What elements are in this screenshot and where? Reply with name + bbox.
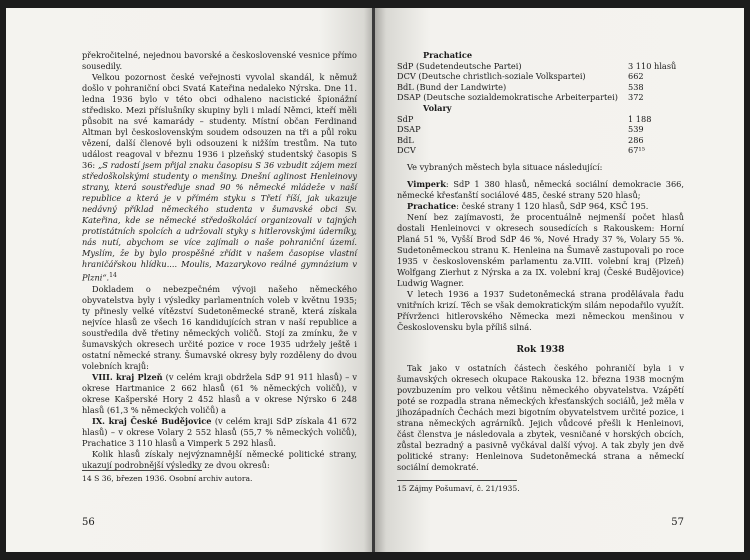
region-label: VIII. kraj Plzeň bbox=[92, 371, 163, 382]
party-cell: DCV (Deutsche christlich-soziale Volkspartei) bbox=[397, 71, 586, 82]
paragraph bbox=[82, 72, 357, 284]
table-row bbox=[397, 92, 684, 103]
party-cell: DCV bbox=[397, 145, 416, 156]
page-number: 57 bbox=[671, 517, 684, 528]
votes-cell: 539 bbox=[628, 124, 644, 135]
party-cell: DSAP bbox=[397, 124, 421, 135]
table-row bbox=[397, 145, 684, 156]
votes-cell: 538 bbox=[628, 81, 644, 92]
book-spread bbox=[6, 8, 744, 552]
paragraph: Tak jako v ostatních částech českého pohraničí byla i v šumavských okresech okupace Rakouska 12. března 1938 mocným povzbuzením pro velkou většinu německého obyvatelstva. Vzápětí poté se rozpadla strana německých křesťanských sociálů, jež měla v jihozápadních Čechách mezi bigotním obyvatelstvem určité pozice, i strana německých agrárníků. Jejich vůdcové přešli k Henleinovi, část členstva je následovala a zbytek, vesničané v horských obcích, zůstal bezradný a pasivně vyčkával další vývoj. A tak zbyly jen dvě politické strany: Henleinova Sudetoněmecká strana a německí sociální demokraté. bbox=[397, 362, 684, 472]
quote: „S radostí jsem přijal znaku časopisu S 36 vzbudit zájem mezi středoškolskými studenty o menšiny. Dnešní aglinost Henleinovy strany, která soustřeďuje snad 90 % německé mládeže v naší republice a která je v přímém styku s Třetí říší, jak ukazuje nedávný příklad německého studenta v šumavské obci Sv. Kateřina, kde se německé středoškolácí organizovali v tajných protistátních spolcích a udržovali styky s hitlerovskými úderníky, nás nutí, abychom se více zajímali o naše pohraniční území. Myslím, že by bylo prospěšné zřídit v našem časopise vlastní hraničářskou hlídku.... Moulis, Mazarykovo reálné gymnázium v Plzni“. bbox=[82, 160, 357, 283]
vote-place: Volary bbox=[423, 102, 452, 113]
right-page bbox=[375, 8, 744, 552]
party-cell: BdL (Bund der Landwirte) bbox=[397, 81, 507, 92]
party-cell: SdP (Sudetendeutsche Partei) bbox=[397, 60, 522, 71]
footnote: 15 Zájmy Pošumaví, č. 21/1935. bbox=[397, 484, 520, 493]
footnote-ref: 14 bbox=[109, 272, 117, 279]
table-row bbox=[397, 61, 684, 72]
table-row bbox=[397, 124, 684, 135]
vote-place: Prachatice bbox=[423, 50, 473, 60]
votes-cell: 67¹⁵ bbox=[628, 145, 645, 156]
votes-cell: 662 bbox=[628, 71, 644, 82]
party-cell: SdP bbox=[397, 113, 414, 124]
party-cell: BdL bbox=[397, 134, 414, 145]
left-page bbox=[6, 8, 375, 552]
votes-cell: 286 bbox=[628, 134, 644, 145]
page-number: 56 bbox=[82, 517, 95, 528]
city-paragraph bbox=[397, 201, 684, 212]
table-row bbox=[397, 82, 684, 93]
region-text: (v celém kraji obdržela SdP 91 911 hlasů) – v okrese Hartmanice 2 662 hlasů (61 % německých voličů), v okrese Kašperské Hory 2 452 hlasů a v okrese Nýrsko 6 248 hlasů (61,3 % německých voličů) a bbox=[82, 371, 357, 415]
city-paragraph bbox=[397, 179, 684, 201]
footnote-rule bbox=[82, 470, 202, 471]
footnote-block bbox=[82, 470, 357, 484]
paragraph: V letech 1936 a 1937 Sudetoněmecká strana prodělávala řadu vnitřních krizí. Těch se však demokratickým silám nepodařilo využít. Přívrženci hitlerovského Německa mezi německou menšinou v Československu byla příliš silná. bbox=[397, 288, 684, 332]
region-label: IX. kraj České Budějovice bbox=[92, 415, 212, 426]
votes-cell: 1 188 bbox=[628, 113, 652, 124]
paragraph: Není bez zajímavosti, že procentuálně nejmenší počet hlasů dostali Henleinovci v okresech sousedících s Rakouskem: Horní Planá 51 %, Vyšší Brod SdP 46 %, Nové Hrady 37 %, Volary 55 %. Sudetoněmeckou stranu K. Henleina na Šumavě zastupovali po roce 1935 v československém parlamentu za.VIII. volební kraj (Plzeň) Wolfgang Zierhut z Nýrska a za IX. volební kraj (České Budějovice) Ludwig Wagner. bbox=[397, 211, 684, 288]
region-paragraph bbox=[82, 372, 357, 416]
votes-cell: 3 110 hlasů bbox=[628, 60, 677, 71]
footnote-rule bbox=[397, 480, 517, 481]
city-text: : české strany 1 120 hlasů, SdP 964, KSČ 195. bbox=[456, 200, 649, 211]
party-cell: DSAP (Deutsche sozialdemokratische Arbeiterpartei) bbox=[397, 92, 618, 103]
footnote-block bbox=[397, 480, 684, 494]
table-row bbox=[397, 71, 684, 82]
region-paragraph bbox=[82, 416, 357, 449]
table-row bbox=[397, 135, 684, 146]
vote-table bbox=[397, 50, 684, 156]
section-heading: Rok 1938 bbox=[516, 344, 565, 355]
paragraph-text: Velkou pozornost české veřejnosti vyvolal skandál, k němuž došlo v pohraniční obci Svatá Kateřina nedaleko Nýrska. Dne 11. ledna 1936 bylo v této obci odhaleno nacistické špionážní středisko. Mezi příslušníky skupiny byli i mladí Němci, kteří měli působit na své kamarády – studenty. Místní občan Ferdinand Altman byl československým soudem odsouzen na tři a půl roku vězení, další členové byli odsouzeni k nižším trestům. Na tuto událost reagoval v březnu 1936 i plzeňský studentský časopis S 36: bbox=[82, 72, 357, 170]
paragraph: Dokladem o nebezpečném vývoji našeho německého obyvatelstva byly i výsledky parlamentních voleb v květnu 1935; ty přinesly velké vítězství Sudetoněmecké straně, která získala nejvíce hlasů ze všech 16 kandidujících stran v naší republice a soustředila dvě třetiny německých voličů. Stojí za zmínku, že v šumavských okresech určité pozice v roce 1935 udržely ještě i ostatní německé strany. Šumavské okresy byly rozděleny do dvou volebních krajů: bbox=[82, 283, 357, 371]
paragraph: překročitelné, nejednou bavorské a československé vesnice přímo sousedily. bbox=[82, 50, 357, 71]
city-label: Prachatice bbox=[407, 200, 457, 211]
paragraph: Kolik hlasů získaly nejvýznamnější německé politické strany, ukazují podrobnější výsledky ze dvou okresů: bbox=[82, 448, 357, 470]
region-text: (v celém kraji SdP získala 41 672 hlasů) – v okrese Volary 2 552 hlasů (55,7 % německých voličů), Prachatice 3 110 hlasů a Vimperk 5 292 hlasů. bbox=[82, 415, 357, 448]
paragraph: Ve vybraných městech byla situace následující: bbox=[407, 161, 603, 172]
city-text: : SdP 1 380 hlasů, německá sociální demokracie 366, německé křesťanští sociálové 485, české strany 520 hlasů; bbox=[397, 178, 684, 200]
table-row bbox=[397, 114, 684, 125]
votes-cell: 372 bbox=[628, 92, 644, 103]
city-label: Vimperk bbox=[407, 178, 446, 189]
footnote: 14 S 36, březen 1936. Osobní archiv autora. bbox=[82, 474, 253, 483]
